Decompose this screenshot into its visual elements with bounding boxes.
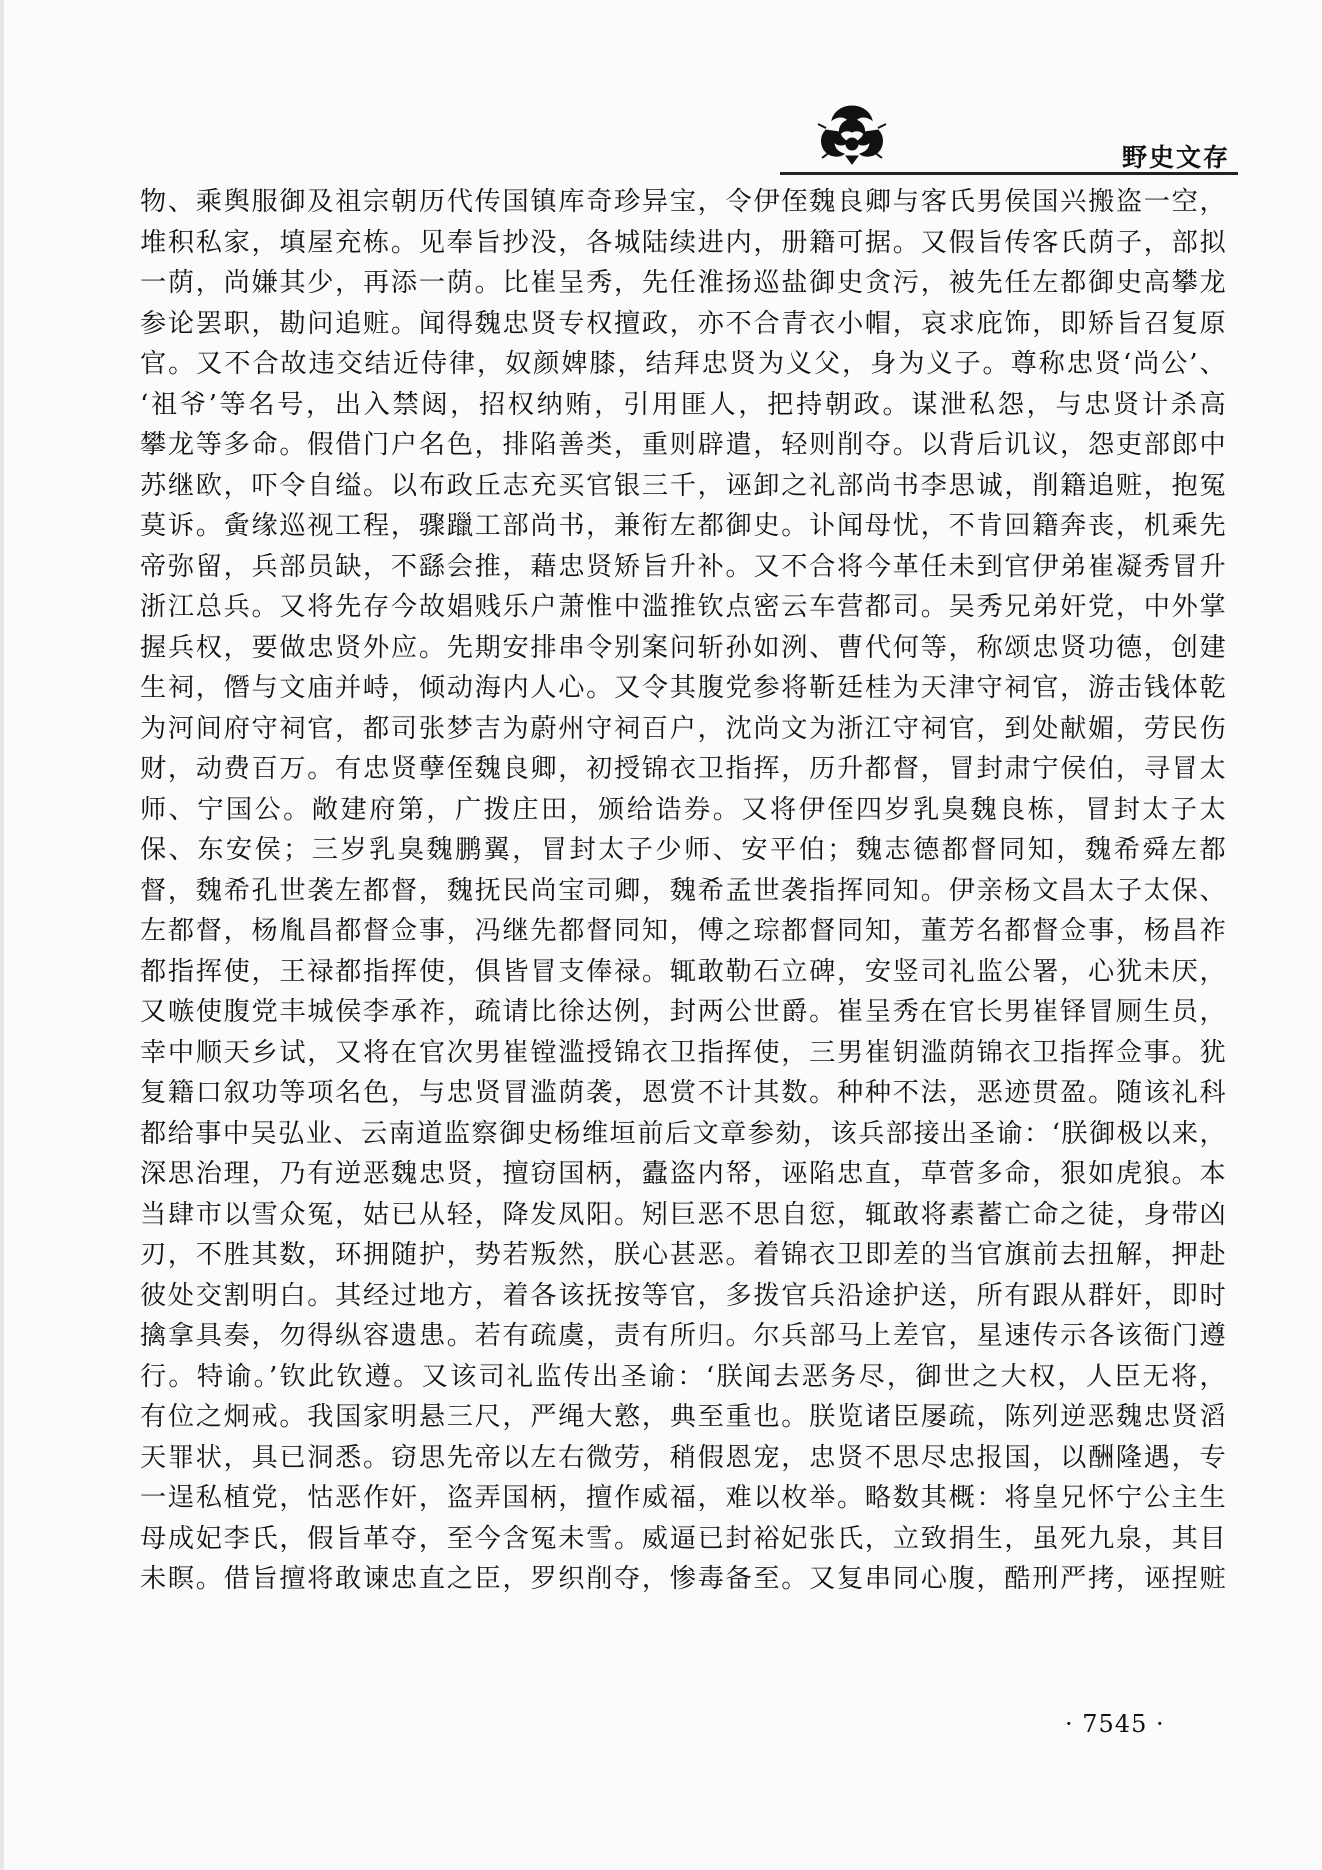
text-line: 一逞私植党，怙恶作奸，盗弄国柄，擅作威福，难以枚举。略数其概：将皇兄怀宁公主生: [140, 1483, 1226, 1513]
text-line: 母成妃李氏，假旨革夺，至今含冤未雪。威逼已封裕妃张氏，立致捐生，虽死九泉，其目: [140, 1523, 1226, 1554]
text-line: 苏继欧，吓令自缢。以布政丘志充买官银三千，诬卸之礼部尚书李思诚，削籍追赃，抱冤: [140, 470, 1226, 501]
text-line: 复籍口叙功等项名色，与忠贤冒滥荫袭，恩赏不计其数。种种不法，恶迹贯盈。随该礼科: [140, 1078, 1226, 1108]
text-line: 为河间府守祠官，都司张梦吉为蔚州守祠百户，沈尚文为浙江守祠官，到处献媚，劳民伤: [140, 713, 1226, 744]
text-line: 幸中顺天乡试，又将在官次男崔镗滥授锦衣卫指挥使，三男崔钥滥荫锦衣卫指挥佥事。犹: [140, 1037, 1226, 1068]
text-line: 左都督，杨胤昌都督佥事，冯继先都督同知，傅之琮都督同知，董芳名都督佥事，杨昌祚: [140, 916, 1226, 946]
text-line: 当肆市以雪众冤，姑已从轻，降发凤阳。矧巨恶不思自愆，辄敢将素蓄亡命之徒，身带凶: [140, 1199, 1226, 1230]
text-line: 刃，不胜其数，环拥随护，势若叛然，朕心甚恶。着锦衣卫即差的当官旗前去扭解，押赴: [140, 1240, 1226, 1270]
text-line: 财，动费百万。有忠贤孽侄魏良卿，初授锦衣卫指挥，历升都督，冒封肃宁侯伯，寻冒太: [140, 754, 1226, 784]
page-edge-shadow: [0, 0, 4, 1870]
text-line: 浙江总兵。又将先存今故娼贱乐户萧惟中滥推钦点密云车营都司。吴秀兄弟奸党，中外掌: [140, 592, 1226, 622]
text-line: 督，魏希孔世袭左都督，魏抚民尚宝司卿，魏希孟世袭指挥同知。伊亲杨文昌太子太保、: [140, 875, 1226, 906]
running-header: [790, 100, 1230, 170]
text-line: 又嗾使腹党丰城侯李承祚，疏请比徐达例，封两公世爵。崔呈秀在官长男崔铎冒厕生员，: [140, 997, 1226, 1027]
text-line: 有位之炯戒。我国家明悬三尺，严绳大憝，典至重也。朕览诸臣屡疏，陈列逆恶魏忠贤滔: [140, 1402, 1226, 1432]
text-line: 堆积私家，填屋充栋。见奉旨抄没，各城陆续进内，册籍可据。又假旨传客氏荫子，部拟: [140, 227, 1226, 258]
body-text: [140, 182, 1226, 1600]
series-title: 野史文存: [1121, 143, 1230, 172]
text-line: 一荫，尚嫌其少，再添一荫。比崔呈秀，先任淮扬巡盐御史贪污，被先任左都御史高攀龙: [140, 268, 1226, 298]
text-line: 深思治理，乃有逆恶魏忠贤，擅窃国柄，蠹盗内帑，诬陷忠直，草菅多命，狠如虎狼。本: [140, 1159, 1226, 1189]
text-line: 未瞑。借旨擅将敢谏忠直之臣，罗织削夺，惨毒备至。又复串同心腹，酷刑严拷，诬捏赃: [140, 1564, 1226, 1594]
text-line: 莫诉。夤缘巡视工程，骤躐工部尚书，兼衔左都御史。讣闻母忧，不肯回籍奔丧，机乘先: [140, 511, 1226, 541]
text-line: 官。又不合故违交结近侍律，奴颜婢膝，结拜忠贤为义父，身为义子。尊称忠贤‘尚公’、: [140, 349, 1226, 379]
text-line: 都指挥使，王禄都指挥使，俱皆冒支俸禄。辄敢勒石立碑，安竖司礼监公署，心犹未厌，: [140, 956, 1226, 987]
header-rule: [780, 172, 1238, 175]
text-line: ‘祖爷’等名号，出入禁闼，招权纳贿，引用匪人，把持朝政。谋泄私怨，与忠贤计杀高: [140, 389, 1226, 420]
text-line: 天罪状，具已洞悉。窃思先帝以左右微劳，稍假恩宠，忠贤不思尽忠报国，以酬隆遇，专: [140, 1442, 1226, 1473]
text-line: 保、东安侯；三岁乳臭魏鹏翼，冒封太子少师、安平伯；魏志德都督同知，魏希舜左都: [140, 835, 1226, 865]
text-line: 彼处交割明白。其经过地方，着各该抚按等官，多拨官兵沿途护送，所有跟从群奸，即时: [140, 1280, 1226, 1311]
text-line: 物、乘舆服御及祖宗朝历代传国镇库奇珍异宝，令伊侄魏良卿与客氏男侯国兴搬盗一空，: [140, 187, 1226, 217]
text-line: 参论罢职，勘问追赃。闻得魏忠贤专权擅政，亦不合青衣小帽，哀求庇饰，即矫旨召复原: [140, 308, 1226, 339]
text-line: 都给事中吴弘业、云南道监察御史杨维垣前后文章参劾，该兵部接出圣谕：‘朕御极以来，: [140, 1118, 1226, 1149]
text-line: 师、宁国公。敞建府第，广拨庄田，颁给诰券。又将伊侄四岁乳臭魏良栋，冒封太子太: [140, 794, 1226, 825]
text-line: 帝弥留，兵部员缺，不繇会推，藉忠贤矫旨升补。又不合将今革任未到官伊弟崔凝秀冒升: [140, 551, 1226, 582]
text-line: 攀龙等多命。假借门户名色，排陷善类，重则辟遣，轻则削夺。以背后讥议，怨吏部郎中: [140, 430, 1226, 460]
text-line: 握兵权，要做忠贤外应。先期安排串令别案问斩孙如洌、曹代何等，称颂忠贤功德，创建: [140, 632, 1226, 663]
text-line: 生祠，僭与文庙并峙，倾动海内人心。又令其腹党参将靳廷桂为天津守祠官，游击钱体乾: [140, 673, 1226, 703]
text-line: 行。特谕。’钦此钦遵。又该司礼监传出圣谕：‘朕闻去恶务尽，御世之大权，人臣无将，: [140, 1361, 1226, 1392]
page-number: · 7545 ·: [1065, 1710, 1165, 1738]
dragon-emblem-icon: [812, 100, 892, 166]
text-line: 擒拿具奏，勿得纵容遗患。若有疏虞，责有所归。尔兵部马上差官，星速传示各该衙门遵: [140, 1321, 1226, 1351]
